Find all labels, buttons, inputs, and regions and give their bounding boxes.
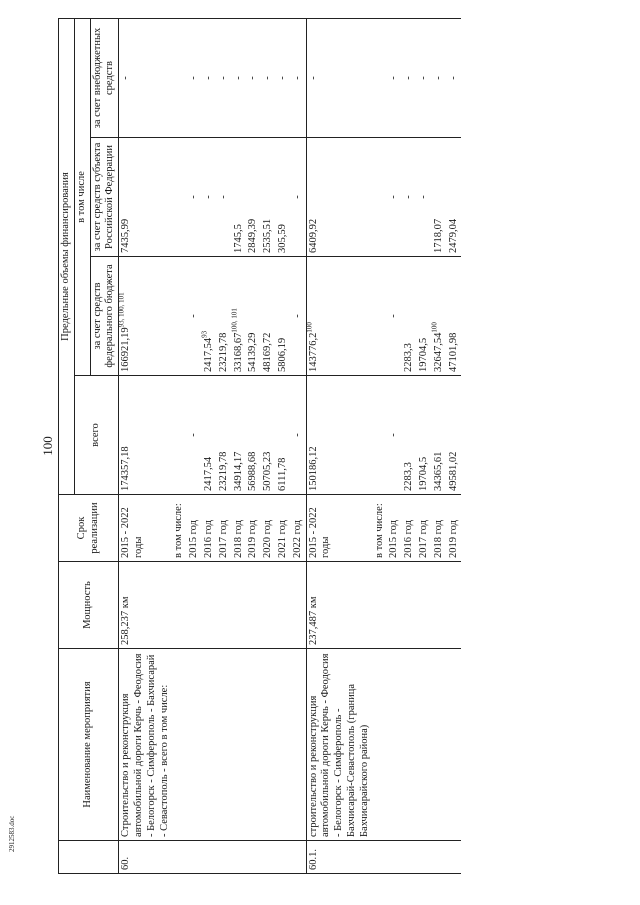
regional-cell: 305,59: [276, 138, 291, 257]
empty-cell: [172, 376, 187, 495]
empty-cell: [217, 841, 232, 874]
table-row: [373, 19, 388, 874]
extra-cell: -: [202, 19, 217, 138]
regional-cell: -: [217, 138, 232, 257]
page-number: 100: [39, 436, 55, 456]
federal-value: 23219,78: [217, 332, 229, 372]
table-row: [217, 19, 232, 874]
footnote-ref: 93, 100, 101: [117, 292, 126, 328]
federal-value: -: [291, 314, 303, 318]
empty-cell: [187, 649, 202, 841]
empty-cell: [172, 841, 187, 874]
header-number: [59, 841, 119, 874]
footnote-ref: 100, 101: [230, 308, 239, 333]
extra-cell: -: [261, 19, 276, 138]
table-row: [187, 19, 202, 874]
rotated-page: [58, 18, 613, 874]
table-row: [432, 19, 447, 874]
regional-cell: 6409,92: [306, 138, 372, 257]
empty-cell: [373, 19, 388, 138]
empty-cell: [373, 562, 388, 649]
empty-cell: [417, 562, 432, 649]
item-name: строительство и реконструкция автомобильной дороги Керчь - Феодосия - Белогорск - Симферополь - Бахчисарай-Севастополь (граница Бахчисарайского района): [306, 649, 372, 841]
empty-cell: [232, 841, 247, 874]
year-cell: 2020 год: [261, 495, 276, 562]
extra-cell: -: [306, 19, 372, 138]
extra-cell: -: [387, 19, 402, 138]
item-name: Строительство и реконструкция автомобильной дороги Керчь - Феодосия - Белогорск - Симферополь - Бахчисарай - Севастополь - всего в том числе:: [119, 649, 173, 841]
year-cell: 2016 год: [402, 495, 417, 562]
federal-cell: [447, 257, 462, 376]
extra-cell: -: [417, 19, 432, 138]
total-cell: 34914,17: [232, 376, 247, 495]
empty-cell: [276, 841, 291, 874]
extra-cell: -: [402, 19, 417, 138]
table-row: [291, 19, 306, 874]
empty-cell: [432, 841, 447, 874]
empty-cell: [402, 562, 417, 649]
sub-label: в том числе:: [172, 495, 187, 562]
empty-cell: [172, 649, 187, 841]
table-row: [261, 19, 276, 874]
header-limits: Предельные объемы финансирования: [59, 19, 75, 495]
empty-cell: [291, 562, 306, 649]
regional-cell: -: [402, 138, 417, 257]
total-cell: 2283,3: [402, 376, 417, 495]
empty-cell: [373, 376, 388, 495]
federal-value: 19704,5: [417, 337, 429, 372]
empty-cell: [217, 562, 232, 649]
empty-cell: [172, 138, 187, 257]
empty-cell: [417, 649, 432, 841]
empty-cell: [276, 649, 291, 841]
total-cell: 23219,78: [217, 376, 232, 495]
federal-cell: [291, 257, 306, 376]
table-row: [447, 19, 462, 874]
year-cell: 2018 год: [432, 495, 447, 562]
table-row: [387, 19, 402, 874]
extra-cell: -: [432, 19, 447, 138]
regional-cell: -: [187, 138, 202, 257]
empty-cell: [447, 841, 462, 874]
federal-value: 166921,19: [120, 327, 132, 372]
federal-cell: [276, 257, 291, 376]
total-cell: 56988,68: [246, 376, 261, 495]
year-cell: 2018 год: [232, 495, 247, 562]
regional-cell: -: [387, 138, 402, 257]
table-row: [276, 19, 291, 874]
empty-cell: [402, 649, 417, 841]
item-term: 2015 - 2022 годы: [119, 495, 173, 562]
year-cell: 2019 год: [447, 495, 462, 562]
regional-cell: 7435,99: [119, 138, 173, 257]
empty-cell: [246, 841, 261, 874]
empty-cell: [447, 562, 462, 649]
empty-cell: [402, 841, 417, 874]
federal-value: 54139,29: [247, 332, 259, 372]
total-cell: -: [387, 376, 402, 495]
regional-cell: -: [417, 138, 432, 257]
empty-cell: [261, 649, 276, 841]
regional-cell: 2479,04: [447, 138, 462, 257]
footnote-ref: 100: [430, 322, 439, 333]
federal-value: 5806,19: [276, 337, 288, 372]
empty-cell: [246, 562, 261, 649]
empty-cell: [291, 841, 306, 874]
header-extra: за счет внебюджетных средств: [90, 19, 119, 138]
empty-cell: [202, 649, 217, 841]
year-cell: 2017 год: [217, 495, 232, 562]
table-row: [119, 19, 173, 874]
year-cell: 2017 год: [417, 495, 432, 562]
item-number: 60.1.: [306, 841, 372, 874]
federal-value: 2417,54: [202, 337, 214, 372]
extra-cell: -: [217, 19, 232, 138]
header-total: всего: [74, 376, 118, 495]
empty-cell: [187, 841, 202, 874]
federal-cell: [261, 257, 276, 376]
year-cell: 2015 год: [387, 495, 402, 562]
regional-cell: 1718,07: [432, 138, 447, 257]
header-capacity: Мощность: [59, 562, 119, 649]
footnote-ref: 100: [305, 322, 314, 333]
empty-cell: [447, 649, 462, 841]
empty-cell: [373, 257, 388, 376]
header-term: Срок реализации: [59, 495, 119, 562]
federal-cell: [387, 257, 402, 376]
year-cell: 2016 год: [202, 495, 217, 562]
empty-cell: [387, 649, 402, 841]
empty-cell: [202, 841, 217, 874]
empty-cell: [172, 562, 187, 649]
regional-cell: 1745,5: [232, 138, 247, 257]
empty-cell: [172, 19, 187, 138]
extra-cell: -: [246, 19, 261, 138]
sub-label: в том числе:: [373, 495, 388, 562]
federal-value: 143776,2: [307, 332, 319, 372]
total-cell: 49581,02: [447, 376, 462, 495]
federal-value: 2283,3: [403, 343, 415, 372]
empty-cell: [432, 649, 447, 841]
empty-cell: [417, 841, 432, 874]
table-row: [232, 19, 247, 874]
item-capacity: 258,237 км: [119, 562, 173, 649]
federal-cell: [187, 257, 202, 376]
total-cell: 2417,54: [202, 376, 217, 495]
empty-cell: [172, 257, 187, 376]
total-cell: -: [187, 376, 202, 495]
empty-cell: [232, 562, 247, 649]
empty-cell: [261, 841, 276, 874]
empty-cell: [432, 562, 447, 649]
table-row: [202, 19, 217, 874]
empty-cell: [373, 649, 388, 841]
federal-cell: [417, 257, 432, 376]
item-term: 2015 - 2022 годы: [306, 495, 372, 562]
empty-cell: [291, 649, 306, 841]
year-cell: 2022 год: [291, 495, 306, 562]
total-cell: 6111,78: [276, 376, 291, 495]
federal-cell: [202, 257, 217, 376]
table-row: [402, 19, 417, 874]
extra-cell: -: [447, 19, 462, 138]
header-including: в том числе: [74, 19, 90, 376]
year-cell: 2015 год: [187, 495, 202, 562]
year-cell: 2019 год: [246, 495, 261, 562]
empty-cell: [202, 562, 217, 649]
empty-cell: [387, 562, 402, 649]
empty-cell: [373, 138, 388, 257]
federal-cell: [402, 257, 417, 376]
extra-cell: -: [291, 19, 306, 138]
item-capacity: 237,487 км: [306, 562, 372, 649]
empty-cell: [261, 562, 276, 649]
item-number: 60.: [119, 841, 173, 874]
empty-cell: [387, 841, 402, 874]
federal-cell: [246, 257, 261, 376]
empty-cell: [232, 649, 247, 841]
total-cell: -: [291, 376, 306, 495]
table-row: [306, 19, 372, 874]
total-cell: 34365,61: [432, 376, 447, 495]
federal-cell: [119, 257, 173, 376]
empty-cell: [373, 841, 388, 874]
extra-cell: -: [119, 19, 173, 138]
footnote-ref: 93: [200, 330, 209, 338]
federal-value: 33168,67: [232, 332, 244, 372]
table-row: [172, 19, 187, 874]
regional-cell: 2535,51: [261, 138, 276, 257]
financing-table: [58, 18, 461, 874]
header-regional: за счет средств субъекта Российской Федерации: [90, 138, 119, 257]
total-cell: 50705,23: [261, 376, 276, 495]
table-row: [417, 19, 432, 874]
empty-cell: [217, 649, 232, 841]
total-cell: 174357,18: [119, 376, 173, 495]
total-cell: 150186,12: [306, 376, 372, 495]
federal-cell: [232, 257, 247, 376]
empty-cell: [187, 562, 202, 649]
federal-value: 48169,72: [262, 332, 274, 372]
federal-cell: [306, 257, 372, 376]
extra-cell: -: [276, 19, 291, 138]
federal-value: 47101,98: [447, 332, 459, 372]
footer-code: 2912583.doc: [8, 815, 16, 852]
extra-cell: -: [187, 19, 202, 138]
regional-cell: -: [291, 138, 306, 257]
header-federal: за счет средств федерального бюджета: [90, 257, 119, 376]
table-row: [246, 19, 261, 874]
regional-cell: -: [202, 138, 217, 257]
federal-value: 32647,54: [432, 332, 444, 372]
empty-cell: [246, 649, 261, 841]
header-name: Наименование мероприятия: [59, 649, 119, 841]
federal-value: -: [388, 314, 400, 318]
regional-cell: 2849,39: [246, 138, 261, 257]
total-cell: 19704,5: [417, 376, 432, 495]
empty-cell: [276, 562, 291, 649]
federal-cell: [432, 257, 447, 376]
year-cell: 2021 год: [276, 495, 291, 562]
extra-cell: -: [232, 19, 247, 138]
table-body: [119, 19, 462, 874]
federal-value: -: [188, 314, 200, 318]
